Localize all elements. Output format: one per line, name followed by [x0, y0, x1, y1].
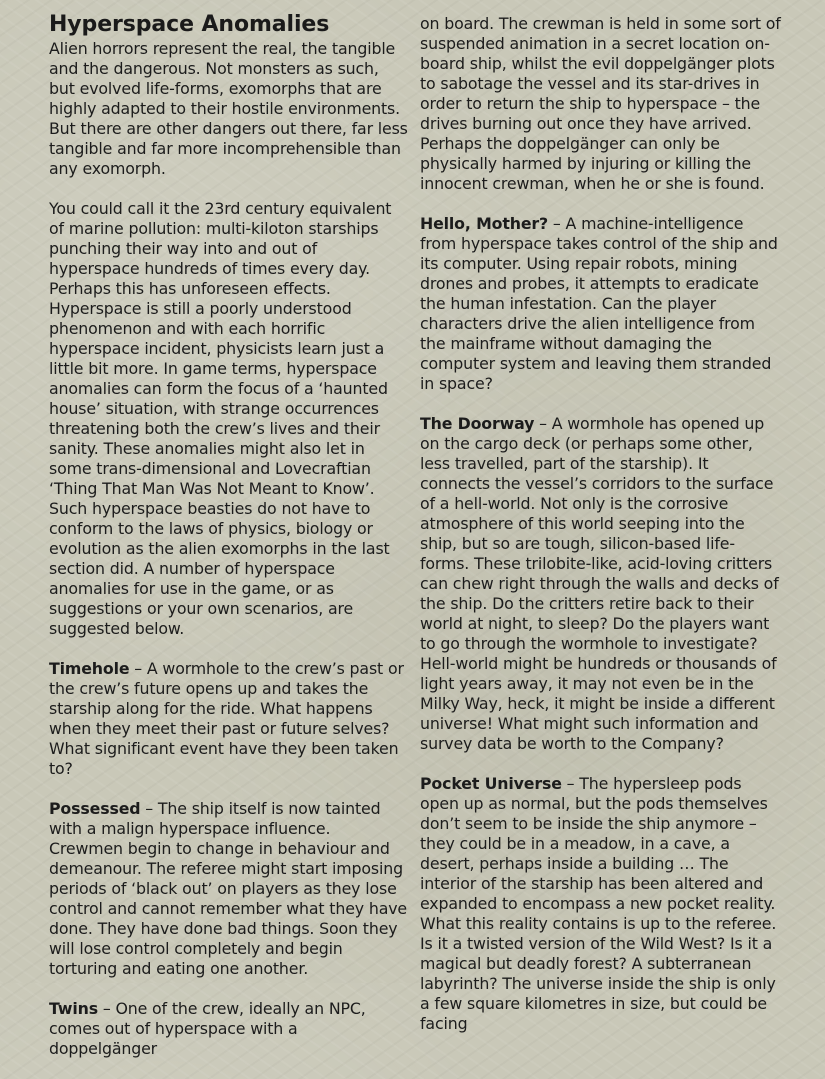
pocket-universe-term: Pocket Universe [420, 774, 562, 793]
timehole-term: Timehole [49, 659, 130, 678]
hello-mother-text: – A machine-intelligence from hyperspace takes control of the ship and its computer. Using repair robots, mining drones and probes, it attempts to eradicate the human infestation. Can the player characters drive the alien intelligence from the mainframe without damaging the computer system and leaving them stranded in space? [420, 214, 778, 393]
hello-mother-paragraph [420, 214, 782, 394]
doorway-paragraph [420, 414, 782, 754]
timehole-text: – A wormhole to the crew’s past or the crew’s future opens up and takes the starship along for the ride. What happens when they meet their past or future selves? What significant event have they been taken to? [49, 659, 404, 778]
possessed-text: – The ship itself is now tainted with a malign hyperspace influence. Crewmen begin to change in behaviour and demeanour. The referee might start imposing periods of ‘black out’ on players as they lose control and cannot remember what they have done. They have done bad things. Soon they will lose control completely and begin torturing and eating one another. [49, 799, 407, 978]
twins-paragraph [49, 999, 409, 1059]
pocket-universe-paragraph [420, 774, 782, 1034]
doorway-text: – A wormhole has opened up on the cargo deck (or perhaps some other, less travelled, part of the starship). It connects the vessel’s corridors to the surface of a hell-world. Not only is the corrosive atmosphere of this world seeping into the ship, but so are tough, silicon-based life-forms. These trilobite-like, acid-loving critters can chew right through the walls and decks of the ship. Do the critters retire back to their world at night, to sleep? Do the players want to go through the wormhole to investigate? Hell-world might be hundreds or thousands of light years away, it may not even be in the Milky Way, heck, it might be inside a different universe! What might such information and survey data be worth to the Company? [420, 414, 779, 753]
left-column [49, 0, 409, 1079]
twins-continued-paragraph: on board. The crewman is held in some sort of suspended animation in a secret location on-board ship, whilst the evil doppelgänger plots to sabotage the vessel and its star-drives in order to return the ship to hyperspace – the drives burning out once they have arrived. Perhaps the doppelgänger can only be physically harmed by injuring or killing the innocent crewman, when he or she is found. [420, 14, 781, 193]
possessed-term: Possessed [49, 799, 141, 818]
hello-mother-term: Hello, Mother? [420, 214, 549, 233]
timehole-paragraph [49, 659, 409, 779]
pocket-universe-text: – The hypersleep pods open up as normal, but the pods themselves don’t seem to be inside the ship anymore – they could be in a meadow, in a cave, a desert, perhaps inside a building … The interior of the starship has been altered and expanded to encompass a new pocket reality. What this reality contains is up to the referee. Is it a twisted version of the Wild West? Is it a magical but deadly forest? A subterranean labyrinth? The universe inside the ship is only a few square kilometres in size, but could be facing [420, 774, 777, 1033]
right-column [420, 14, 782, 1054]
page-title: Hyperspace Anomalies [49, 12, 330, 37]
possessed-paragraph [49, 799, 409, 979]
pollution-paragraph: You could call it the 23rd century equivalent of marine pollution: multi-kiloton starships punching their way into and out of hyperspace hundreds of times every day. Perhaps this has unforeseen effects. Hyperspace is still a poorly understood phenomenon and with each horrific hyperspace incident, physicists learn just a little bit more. In game terms, hyperspace anomalies can form the focus of a ‘haunted house’ situation, with strange occurrences threatening both the crew’s lives and their sanity. These anomalies might also let in some trans-dimensional and Lovecraftian ‘Thing That Man Was Not Meant to Know’. Such hyperspace beasties do not have to conform to the laws of physics, biology or evolution as the alien exomorphs in the last section did. A number of hyperspace anomalies for use in the game, or as suggestions or your own scenarios, are suggested below. [49, 199, 392, 638]
doorway-term: The Doorway [420, 414, 535, 433]
twins-text: – One of the crew, ideally an NPC, comes out of hyperspace with a doppelgänger [49, 999, 366, 1058]
twins-term: Twins [49, 999, 98, 1018]
intro-paragraph: Alien horrors represent the real, the tangible and the dangerous. Not monsters as such, but evolved life-forms, exomorphs that are highly adapted to their hostile environments. But there are other dangers out there, far less tangible and far more incomprehensible than any exomorph. [49, 39, 408, 178]
